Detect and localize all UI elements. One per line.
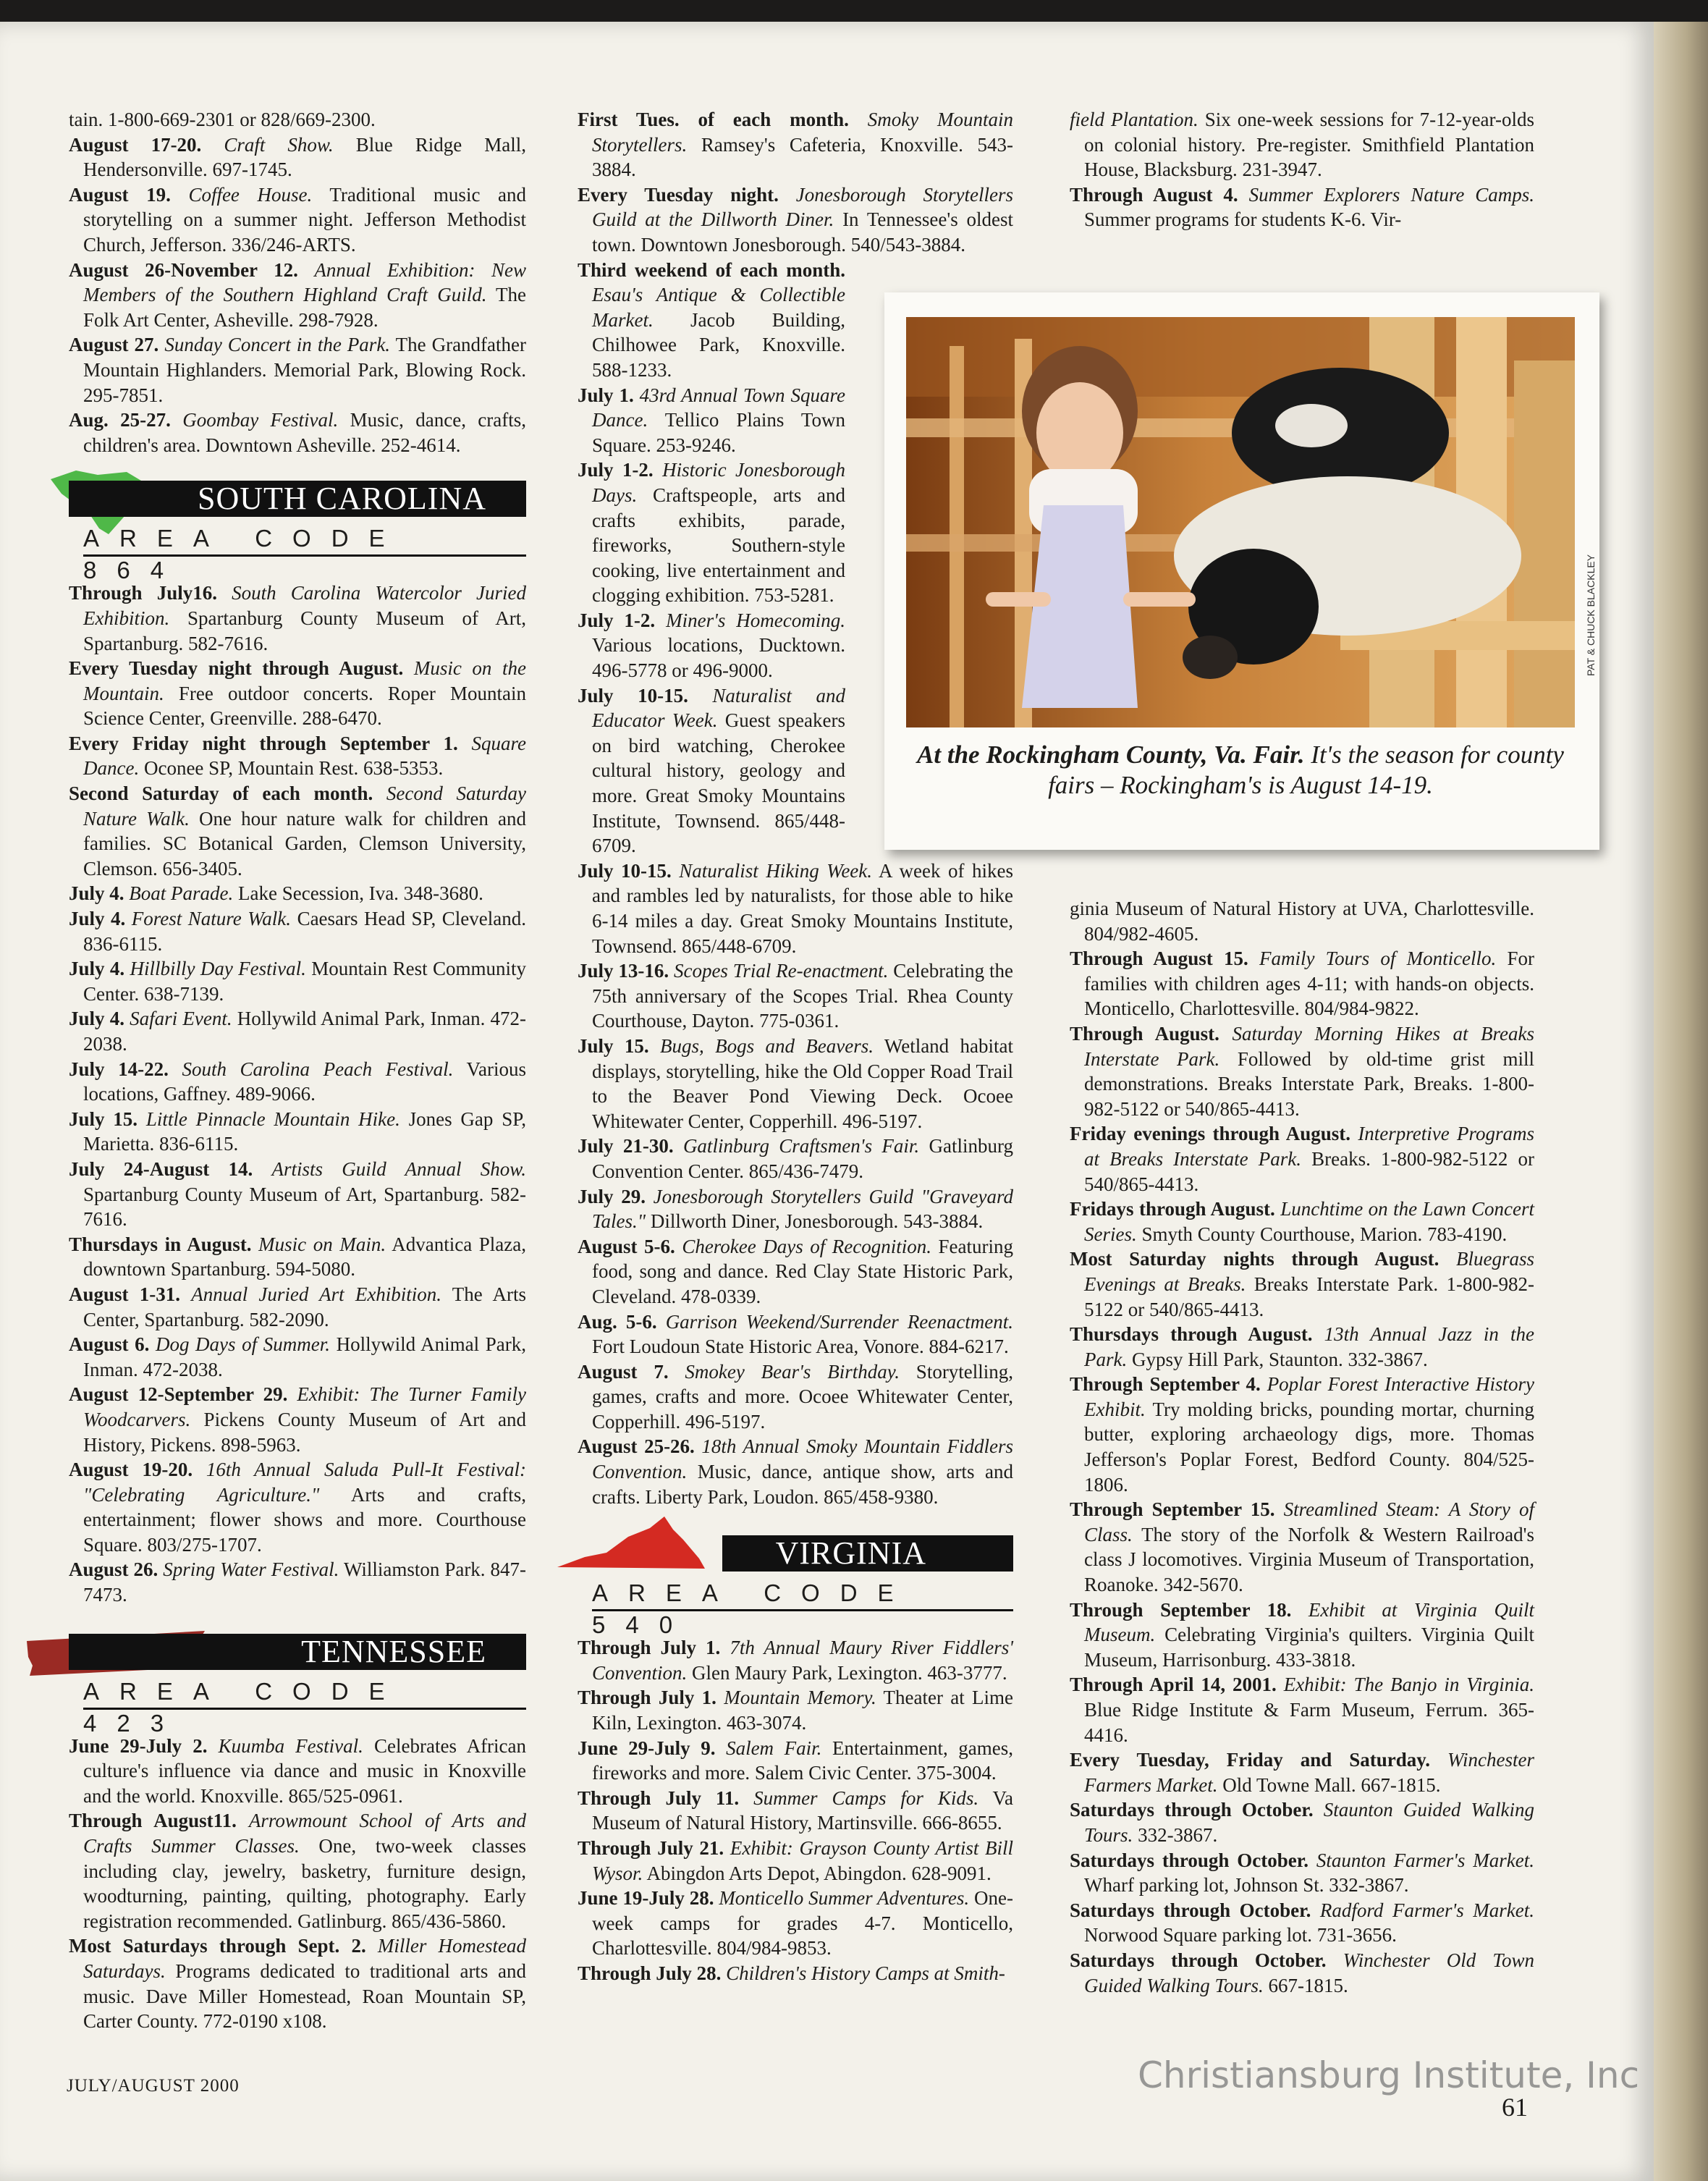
listing-entry [69, 332, 526, 408]
entry-date: Saturdays through October. [1070, 1899, 1311, 1921]
entry-date: Through July 11. [578, 1786, 740, 1809]
entry-details: Six one-week sessions for 7-12-year-olds on colonial history. Pre-register. Smithfield Plantation House, Blacksburg. 231-3947. [1084, 109, 1534, 181]
entry-date: July 15. [69, 1108, 138, 1130]
listing-entry [69, 1808, 526, 1933]
entry-event: Exhibit: The Banjo in Virginia. [1283, 1674, 1535, 1696]
listing-entry [69, 956, 526, 1006]
entry-event: Exhibit: Grayson County Artist Bill Wysor. [592, 1837, 1014, 1884]
entry-date: August 6. [69, 1333, 150, 1356]
listing-entry [1070, 1121, 1534, 1197]
listing-entry [1070, 1598, 1534, 1673]
entry-date: Second Saturday of each month. [69, 782, 373, 805]
entry-event: Staunton Guided Walking Tours. [1084, 1799, 1534, 1846]
entry-details: Gatlinburg Convention Center. 865/436-7479. [592, 1135, 1014, 1182]
entry-details: The Arts Center, Spartanburg. 582-2090. [83, 1283, 526, 1330]
entry-details: Craftspeople, arts and crafts exhibits, parade, fireworks, Southern-style cooking, live entertainment and clogging exhibition. 753-5281. [592, 484, 846, 607]
entry-event: Family Tours of Monticello. [1259, 948, 1497, 970]
listing-entry [578, 1836, 1013, 1886]
entry-details: Breaks. 1-800-982-5122 or 540/865-4413. [1084, 1147, 1535, 1195]
section-header-south-carolina [69, 465, 526, 584]
entry-event: Annual Juried Art Exhibition. [191, 1283, 442, 1305]
entry-details: Summer programs for students K-6. Vir- [1084, 208, 1402, 231]
entry-date: Through July 1. [578, 1637, 721, 1659]
listing-entry [69, 1107, 526, 1157]
entry-event: Esau's Antique & Collectible Market. [592, 284, 845, 331]
photo-caption [906, 740, 1575, 801]
entry-event: Artists Guild Annual Show. [271, 1157, 526, 1180]
entry-date: August 12-September 29. [69, 1383, 288, 1406]
entry-details: Breaks Interstate Park. 1-800-982-5122 or 540/865-4413. [1084, 1273, 1534, 1320]
entry-event: Little Pinnacle Mountain Hike. [145, 1108, 400, 1130]
entry-details: Various locations, Ducktown. 496-5778 or 496-9000. [592, 634, 845, 682]
listing-entry [1070, 1497, 1534, 1597]
entry-date: August 19. [69, 183, 171, 206]
entry-event: Kuumba Festival. [218, 1734, 363, 1757]
entry-event: 43rd Annual Town Square Dance. [592, 384, 845, 431]
issue-date: JULY/AUGUST 2000 [67, 2076, 240, 2096]
entry-date: Most Saturdays through Sept. 2. [69, 1935, 366, 1957]
entry-event: Saturday Morning Hikes at Breaks Interstate Park. [1084, 1022, 1535, 1070]
entry-event: Coffee House. [188, 183, 313, 206]
entry-date: July 13-16. [578, 960, 669, 982]
entry-event: field Plantation. [1070, 109, 1198, 130]
page-edge [1654, 22, 1708, 2181]
listing-entry [1070, 182, 1534, 232]
entry-event: Scopes Trial Re-enactment. [673, 960, 889, 982]
area-code-label: AREA CODE 540 [592, 1577, 1013, 1611]
entry-details: Norwood Square parking lot. 731-3656. [1084, 1924, 1397, 1946]
entry-event: Historic Jonesborough Days. [592, 459, 846, 506]
entry-date: Through July 28. [578, 1962, 722, 1984]
entry-details: Fort Loudoun State Historic Area, Vonore. 884-6217. [592, 1336, 1009, 1358]
state-title: TENNESSEE [69, 1634, 526, 1670]
tn-entries [69, 1734, 526, 2034]
listing-entry [69, 1006, 526, 1056]
listing-entry [578, 107, 1013, 182]
sc-entries [69, 581, 526, 1607]
entry-event: Lunchtime on the Lawn Concert Series. [1084, 1198, 1535, 1245]
entry-date: Through September 18. [1070, 1598, 1292, 1621]
entry-details: Spartanburg County Museum of Art, Spartanburg. 582-7616. [83, 1183, 526, 1231]
entry-date: July 10-15. [578, 684, 688, 706]
entry-date: Through July16. [69, 582, 217, 604]
listing-entry [1070, 1246, 1534, 1322]
entry-date: Saturdays through October. [1070, 1949, 1327, 1971]
entry-event: Second Saturday Nature Walk. [83, 782, 526, 830]
entry-event: Music on the Mountain. [83, 657, 526, 704]
entry-event: Square Dance. [83, 732, 527, 780]
virginia-map-icon [556, 1515, 708, 1573]
entry-details: tain. 1-800-669-2301 or 828/669-2300. [69, 109, 376, 130]
entry-date: August 26. [69, 1558, 158, 1581]
listing-entry [69, 258, 526, 333]
entry-details: Ramsey's Cafeteria, Knoxville. 543-3884. [592, 133, 1013, 181]
entry-details: Traditional music and storytelling on a summer night. Jefferson Methodist Church, Jefferson. 336/246-ARTS. [83, 183, 526, 256]
photo-credit: PAT & CHUCK BLACKLEY [1585, 554, 1597, 676]
listing-entry [69, 1933, 526, 2033]
listing-entry [69, 656, 526, 731]
entry-details: Mountain Rest Community Center. 638-7139. [83, 958, 526, 1005]
entry-event: Jonesborough Storytellers Guild at the Dillworth Diner. [592, 183, 1013, 231]
entry-details: The story of the Norfolk & Western Railroad's class J locomotives. Virginia Museum of Transportation, Roanoke. 342-5670. [1084, 1523, 1534, 1596]
entry-event: Smoky Mountain Storytellers. [592, 109, 1013, 156]
entry-details: Various locations, Gaffney. 489-9066. [83, 1058, 527, 1105]
listing-entry [578, 457, 845, 608]
entry-event: Boat Parade. [129, 882, 234, 905]
entry-date: Through September 4. [1070, 1373, 1261, 1396]
entry-date: August 27. [69, 334, 159, 356]
entry-details: Lake Secession, Iva. 348-3680. [238, 882, 483, 905]
tn-entries-wide [578, 859, 1013, 1509]
entry-date: July 24-August 14. [69, 1157, 253, 1180]
listing-entry [1070, 1372, 1534, 1497]
va-entries-top [1070, 107, 1534, 232]
entry-details: 332-3867. [1138, 1823, 1218, 1846]
entry-event: Exhibit at Virginia Quilt Museum. [1084, 1598, 1534, 1646]
listing-entry [69, 1557, 526, 1607]
entry-event: Miner's Homecoming. [666, 609, 846, 631]
listing-entry [69, 182, 526, 258]
listing-entry [578, 1234, 1013, 1309]
entry-date: Through July 21. [578, 1837, 724, 1859]
listing-entry [69, 1057, 526, 1107]
entry-event: 13th Annual Jazz in the Park. [1084, 1323, 1534, 1370]
entry-date: Through April 14, 2001. [1070, 1674, 1277, 1696]
entry-event: Winchester Old Town Guided Walking Tours. [1084, 1949, 1534, 1996]
listing-entry [578, 258, 845, 383]
area-code-label: AREA CODE 423 [83, 1676, 526, 1710]
entry-date: June 29-July 2. [69, 1734, 208, 1757]
entry-details: Try molding bricks, pounding mortar, churning butter, exploring archaeology digs, more. Thomas Jefferson's Poplar Forest, Bedford County. 804/525-1806. [1084, 1398, 1535, 1496]
entry-date: Through August11. [69, 1810, 237, 1832]
entry-date: July 4. [69, 1008, 124, 1030]
entry-event: Bluegrass Evenings at Breaks. [1084, 1248, 1534, 1295]
listing-entry [69, 1282, 526, 1332]
entry-event: Goombay Festival. [182, 409, 339, 431]
listing-entry [1070, 1197, 1534, 1246]
entry-details: Caesars Head SP, Cleveland. 836-6115. [83, 908, 527, 955]
entry-event: Summer Explorers Nature Camps. [1248, 183, 1535, 206]
listing-entry [1070, 1848, 1534, 1898]
entry-event: Radford Farmer's Market. [1319, 1899, 1534, 1921]
entry-date: July 21-30. [578, 1135, 674, 1157]
entry-date: Every Tuesday night through August. [69, 657, 404, 680]
entry-details: The Grandfather Mountain Highlanders. Memorial Park, Blowing Rock. 295-7851. [83, 334, 527, 406]
entry-event: Jonesborough Storytellers Guild "Graveyard Tales." [592, 1185, 1014, 1233]
entry-date: July 1-2. [578, 609, 656, 631]
section-header-virginia [578, 1519, 1013, 1639]
entry-details: Spartanburg County Museum of Art, Spartanburg. 582-7616. [83, 607, 527, 654]
entry-date: Aug. 5-6. [578, 1310, 657, 1333]
entry-event: Spring Water Festival. [163, 1558, 339, 1581]
entry-event: Arrowmount School of Arts and Crafts Summer Classes. [83, 1810, 527, 1857]
entry-date: July 14-22. [69, 1058, 169, 1080]
listing-entry [578, 1961, 1013, 1986]
listing-entry [1070, 1021, 1534, 1121]
entry-date: July 15. [578, 1034, 649, 1057]
listing-entry [69, 132, 526, 182]
entry-date: June 19-July 28. [578, 1887, 714, 1910]
listing-entry [1070, 1322, 1534, 1372]
listing-entry [69, 107, 526, 132]
entry-date: Through August 15. [1070, 948, 1248, 970]
entry-date: First Tues. of each month. [578, 109, 849, 130]
listing-entry [69, 731, 526, 781]
entry-event: Sunday Concert in the Park. [164, 334, 391, 356]
entry-event: 16th Annual Saluda Pull-It Festival: "Celebrating Agriculture." [83, 1459, 527, 1506]
entry-details: For families with children ages 4-11; with hands-on objects. Monticello, Charlottesville. 804/984-9822. [1084, 948, 1535, 1020]
listing-entry [1070, 107, 1534, 182]
entry-event: 18th Annual Smoky Mountain Fiddlers Convention. [592, 1435, 1013, 1483]
listing-entry [578, 1685, 1013, 1735]
entry-details: Wetland habitat displays, storytelling, hike the Old Copper Road Trail to the Beaver Pond Viewing Deck. Ocoee Whitewater Center, Copperhill. 496-5197. [592, 1034, 1014, 1132]
entry-details: Blue Ridge Institute & Farm Museum, Ferrum. 365-4416. [1084, 1699, 1534, 1746]
listing-entry [69, 906, 526, 956]
listing-entry [69, 581, 526, 656]
va-entries-bottom [1070, 896, 1534, 1998]
listing-entry [69, 1734, 526, 1809]
listing-entry [1070, 1672, 1534, 1747]
entry-event: Garrison Weekend/Surrender Reenactment. [665, 1310, 1013, 1333]
entry-date: Saturdays through October. [1070, 1849, 1309, 1871]
listing-entry [1070, 1797, 1534, 1847]
entry-event: Children's History Camps at Smith- [726, 1962, 1005, 1984]
listing-entry [578, 1635, 1013, 1685]
tn-entries-continued [578, 107, 1013, 258]
entry-event: Streamlined Steam: A Story of Class. [1084, 1498, 1534, 1545]
entry-details: Williamston Park. 847-7473. [83, 1558, 527, 1606]
entry-date: Third weekend of each month. [578, 258, 845, 281]
fair-photo [906, 317, 1575, 727]
entry-details: 667-1815. [1268, 1974, 1348, 1996]
entry-details: Arts and crafts, entertainment; flower shows and more. Courthouse Square. 803/275-1707. [83, 1483, 526, 1556]
state-title: SOUTH CAROLINA [69, 481, 526, 517]
entry-event: Forest Nature Walk. [131, 908, 292, 930]
entry-date: Through September 15. [1070, 1498, 1275, 1521]
entry-event: Winchester Farmers Market. [1084, 1749, 1534, 1796]
column-1 [69, 107, 526, 2034]
listing-entry [578, 1134, 1013, 1184]
listing-entry [69, 1332, 526, 1382]
state-title: VIRGINIA [722, 1535, 1013, 1572]
entry-date: Thursdays through August. [1070, 1323, 1313, 1346]
entry-date: Fridays through August. [1070, 1198, 1275, 1220]
entry-event: Music on Main. [258, 1233, 386, 1255]
entry-details: Hollywild Animal Park, Inman. 472-2038. [83, 1333, 526, 1380]
entry-details: Programs dedicated to traditional arts and music. Dave Miller Homestead, Roan Mountain SP, Carter County. 772-0190 x108. [83, 1960, 526, 2033]
listing-entry [578, 958, 1013, 1034]
entry-date: July 4. [69, 958, 125, 980]
entry-event: Interpretive Programs at Breaks Interstate Park. [1084, 1123, 1535, 1170]
listing-entry [578, 683, 845, 859]
entry-date: Saturdays through October. [1070, 1799, 1314, 1821]
listing-entry [69, 1382, 526, 1457]
entry-event: Exhibit: The Turner Family Woodcarvers. [83, 1383, 526, 1430]
entry-event: Poplar Forest Interactive History Exhibit. [1084, 1373, 1535, 1420]
entry-details: Smyth County Courthouse, Marion. 783-4190. [1141, 1223, 1508, 1245]
listing-entry [69, 1457, 526, 1557]
entry-details: One, two-week classes including clay, jewelry, basketry, furniture design, woodturning, painting, quilting, photography. Early registration recommended. Gatlinburg. 865/436-5860. [83, 1835, 527, 1932]
entry-event: Cherokee Days of Recognition. [682, 1235, 932, 1257]
entry-details: Old Towne Mall. 667-1815. [1222, 1773, 1441, 1796]
entry-event: Naturalist and Educator Week. [592, 684, 846, 732]
entry-event: Bugs, Bogs and Beavers. [659, 1034, 874, 1057]
entry-event: South Carolina Peach Festival. [182, 1058, 454, 1080]
entry-details: Celebrating Virginia's quilters. Virginia Quilt Museum, Harrisonburg. 433-3818. [1084, 1624, 1534, 1671]
entry-date: August 25-26. [578, 1435, 695, 1458]
caption-lead: At the Rockingham County, Va. Fair. [917, 741, 1305, 769]
entry-details: Music, dance, crafts, children's area. Downtown Asheville. 252-4614. [83, 409, 527, 456]
entry-details: In Tennessee's oldest town. Downtown Jonesborough. 540/543-3884. [592, 208, 1014, 256]
entry-event: Gatlinburg Craftsmen's Fair. [682, 1135, 920, 1157]
entry-date: Aug. 25-27. [69, 409, 171, 431]
listing-entry [69, 1157, 526, 1232]
entry-date: August 7. [578, 1360, 669, 1383]
listing-entry [69, 881, 526, 906]
entry-date: July 4. [69, 908, 126, 930]
entry-details: Featuring food, song and dance. Red Clay State Historic Park, Cleveland. 478-0339. [592, 1235, 1014, 1307]
entry-date: July 4. [69, 882, 124, 905]
entry-date: August 1-31. [69, 1283, 180, 1305]
entry-date: July 1-2. [578, 459, 654, 481]
listing-entry [578, 1886, 1013, 1961]
entry-date: Every Tuesday night. [578, 183, 779, 206]
listing-entry [578, 182, 1013, 258]
fair-photo-illustration [906, 317, 1575, 727]
entry-date: August 19-20. [69, 1459, 193, 1481]
photo-frame [884, 292, 1599, 850]
entry-details: ginia Museum of Natural History at UVA, Charlottesville. 804/982-4605. [1070, 898, 1534, 945]
entry-details: Followed by old-time grist mill demonstrations. Breaks Interstate Park, Breaks. 1-800-982-5122 or 540/865-4413. [1084, 1047, 1534, 1120]
listing-entry [1070, 1898, 1534, 1948]
listing-entry [578, 1309, 1013, 1359]
entry-date: Friday evenings through August. [1070, 1123, 1351, 1145]
entry-date: Through August 4. [1070, 183, 1238, 206]
listing-entry [1070, 1948, 1534, 1998]
entry-date: June 29-July 9. [578, 1737, 716, 1759]
entry-event: Mountain Memory. [724, 1687, 876, 1709]
entry-details: The Folk Art Center, Asheville. 298-7928. [83, 284, 526, 331]
entry-details: Jacob Building, Chilhowee Park, Knoxville. 588-1233. [592, 308, 845, 381]
page-number: 61 [1502, 2093, 1528, 2122]
entry-details: Glen Maury Park, Lexington. 463-3777. [691, 1661, 1007, 1684]
listing-entry [1070, 946, 1534, 1021]
entry-details: Celebrates African culture's influence via dance and music in Knoxville and the world. Knoxville. 865/525-0961. [83, 1734, 527, 1807]
entry-details: Entertainment, games, fireworks and more. Salem Civic Center. 375-3004. [592, 1737, 1014, 1784]
area-code-label: AREA CODE 864 [83, 523, 526, 557]
entry-date: July 10-15. [578, 859, 672, 882]
entry-details: Blue Ridge Mall, Hendersonville. 697-1745. [83, 133, 527, 181]
entry-event: Naturalist Hiking Week. [679, 859, 873, 882]
entry-details: Jones Gap SP, Marietta. 836-6115. [83, 1108, 526, 1155]
listing-entry [578, 608, 845, 683]
entry-date: August 17-20. [69, 133, 202, 156]
entry-event: 7th Annual Maury River Fiddlers' Convention. [592, 1637, 1014, 1684]
listing-entry [578, 383, 845, 458]
entry-details: Va Museum of Natural History, Martinsville. 666-8655. [592, 1786, 1014, 1834]
entry-date: July 1. [578, 384, 634, 406]
entry-event: Hillbilly Day Festival. [130, 958, 306, 980]
entry-details: One-week camps for grades 4-7. Monticello, Charlottesville. 804/984-9853. [592, 1887, 1013, 1959]
entry-event: Craft Show. [224, 133, 334, 156]
caption-text: It's the season for county fairs – Rockingham's is August 14-19. [1048, 741, 1564, 799]
entry-date: August 26-November 12. [69, 258, 298, 281]
section-header-tennessee [69, 1618, 526, 1737]
entry-details: Music, dance, antique show, arts and crafts. Liberty Park, Loudon. 865/458-9380. [592, 1461, 1013, 1508]
entry-details: Celebrating the 75th anniversary of the Scopes Trial. Rhea County Courthouse, Dayton. 775-0361. [592, 960, 1014, 1032]
entry-details: Oconee SP, Mountain Rest. 638-5353. [143, 757, 444, 780]
listing-entry [578, 1184, 1013, 1234]
entry-date: Every Friday night through September 1. [69, 732, 458, 754]
entry-event: Smokey Bear's Birthday. [685, 1360, 900, 1383]
listing-entry [578, 1434, 1013, 1509]
entry-details: Dillworth Diner, Jonesborough. 543-3884. [650, 1210, 984, 1233]
entry-event: Safari Event. [130, 1008, 232, 1030]
entry-event: Annual Exhibition: New Members of the Southern Highland Craft Guild. [83, 258, 526, 306]
entry-event: Dog Days of Summer. [155, 1333, 330, 1356]
entry-date: Most Saturday nights through August. [1070, 1248, 1439, 1270]
entry-date: Through August. [1070, 1022, 1219, 1045]
entry-date: Through July 1. [578, 1687, 716, 1709]
entry-details: Tellico Plains Town Square. 253-9246. [592, 409, 845, 456]
entry-date: July 29. [578, 1185, 646, 1207]
listing-entry [1070, 896, 1534, 946]
entry-details: Theater at Lime Kiln, Lexington. 463-3074. [592, 1687, 1014, 1734]
entry-event: South Carolina Watercolor Juried Exhibition. [83, 582, 527, 629]
entry-details: Advantica Plaza, downtown Spartanburg. 594-5080. [83, 1233, 526, 1281]
entry-details: Storytelling, games, crafts and more. Ocoee Whitewater Center, Copperhill. 496-5197. [592, 1360, 1014, 1433]
entry-details: Abingdon Arts Depot, Abingdon. 628-9091. [646, 1862, 992, 1884]
entry-details: Hollywild Animal Park, Inman. 472-2038. [83, 1008, 527, 1055]
entry-details: Gypsy Hill Park, Staunton. 332-3867. [1131, 1348, 1428, 1370]
entry-event: Staunton Farmer's Market. [1316, 1849, 1534, 1871]
listing-entry [578, 1359, 1013, 1435]
listing-entry [578, 1736, 1013, 1786]
entry-date: Every Tuesday, Friday and Saturday. [1070, 1749, 1431, 1771]
entry-details: Pickens County Museum of Art and History, Pickens. 898-5963. [83, 1408, 526, 1456]
listing-entry [578, 859, 1013, 958]
listing-entry [578, 1786, 1013, 1836]
nc-entries [69, 107, 526, 457]
listing-entry [69, 408, 526, 457]
entry-details: Wharf parking lot, Johnson St. 332-3867. [1084, 1874, 1409, 1897]
entry-details: One hour nature walk for children and families. SC Botanical Garden, Clemson University, Clemson. 656-3405. [83, 807, 526, 879]
entry-details: Guest speakers on bird watching, Cherokee cultural history, geology and more. Great Smoky Mountains Institute, Townsend. 865/448-6709. [592, 709, 845, 857]
entry-details: Free outdoor concerts. Roper Mountain Science Center, Greenville. 288-6470. [83, 682, 526, 730]
listing-entry [69, 781, 526, 881]
entry-event: Summer Camps for Kids. [753, 1786, 979, 1809]
entry-details: A week of hikes and rambles led by naturalists, for those able to hike 6-14 miles a day. Great Smoky Mountains Institute, Townsend. 865/448-6709. [592, 859, 1013, 957]
listing-entry [69, 1232, 526, 1282]
entry-event: Monticello Summer Adventures. [719, 1887, 970, 1910]
entry-date: Thursdays in August. [69, 1233, 252, 1255]
va-entries [578, 1635, 1013, 1986]
tn-entries-narrow [578, 258, 845, 859]
listing-entry [578, 1034, 1013, 1134]
watermark: Christiansburg Institute, Inc [1138, 2054, 1640, 2096]
listing-entry [1070, 1747, 1534, 1797]
entry-date: August 5-6. [578, 1235, 675, 1257]
entry-event: Miller Homestead Saturdays. [83, 1935, 526, 1982]
entry-event: Salem Fair. [726, 1737, 822, 1759]
